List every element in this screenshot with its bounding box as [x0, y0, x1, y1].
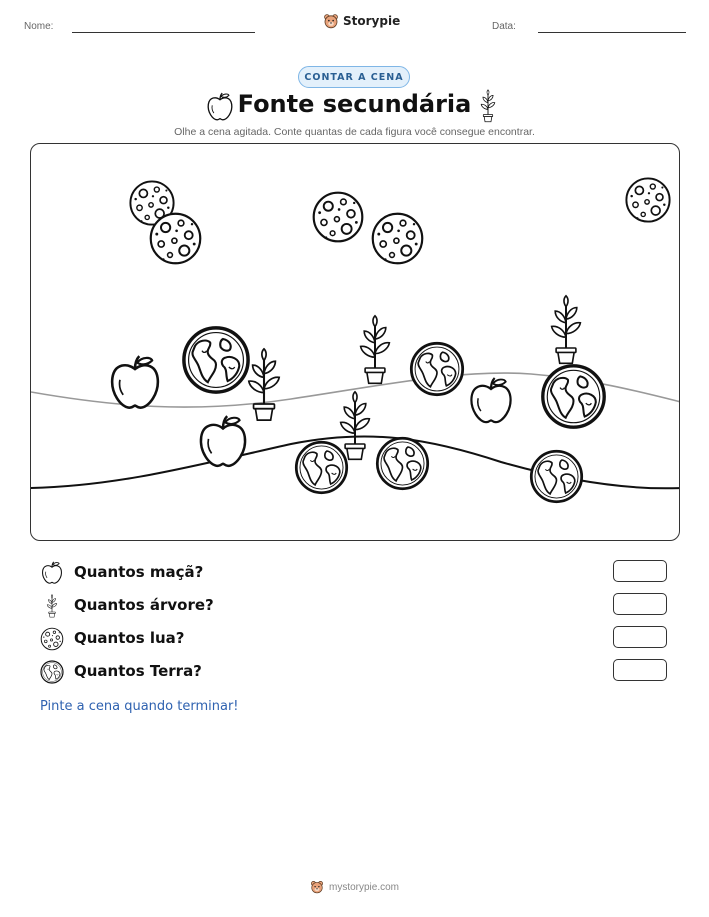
question-row-sprout	[40, 593, 672, 619]
apple-icon	[40, 561, 64, 585]
earth-icon	[411, 343, 462, 394]
moon-icon	[314, 193, 363, 242]
instructions: Olhe a cena agitada. Conte quantas de cada figura você consegue encontrar.	[174, 126, 535, 138]
page-title: Fonte secundária	[237, 90, 472, 118]
brand-logo	[323, 13, 400, 29]
moon-icon	[373, 214, 423, 264]
moon-icon	[40, 627, 64, 651]
question-row-moon	[40, 626, 672, 652]
question-row-apple	[40, 560, 672, 586]
question-text: Quantos árvore?	[74, 596, 214, 614]
brand-name: Storypie	[343, 14, 401, 28]
apple-icon	[471, 378, 510, 422]
section-tag: CONTAR A CENA	[298, 66, 410, 88]
question-text: Quantos Terra?	[74, 662, 202, 680]
earth-icon	[184, 328, 248, 392]
bear-mascot-icon	[323, 13, 339, 29]
question-text: Quantos lua?	[74, 629, 185, 647]
moon-icon	[151, 214, 201, 264]
sprout-icon	[341, 392, 370, 460]
site-footer	[0, 880, 709, 894]
site-url[interactable]: mystorypie.com	[328, 881, 399, 893]
title-sprout-icon	[479, 89, 497, 123]
earth-icon	[377, 438, 427, 488]
sprout-icon	[249, 349, 279, 420]
earth-icon	[543, 366, 604, 427]
name-label: Nome:	[24, 21, 54, 32]
answer-box-sprout[interactable]	[613, 593, 667, 615]
coloring-note: Pinte a cena quando terminar!	[40, 699, 239, 714]
sprout-icon	[40, 594, 64, 618]
answer-box-apple[interactable]	[613, 560, 667, 582]
date-line[interactable]	[538, 32, 686, 33]
sprout-icon	[552, 296, 581, 364]
earth-icon	[40, 660, 64, 684]
question-row-earth	[40, 659, 672, 685]
name-line[interactable]	[72, 32, 255, 33]
question-text: Quantos maçã?	[74, 563, 204, 581]
apple-icon	[201, 416, 245, 466]
scene-drawing	[31, 144, 680, 541]
sprout-icon	[361, 316, 390, 384]
apple-icon	[112, 356, 158, 408]
bear-mascot-icon	[310, 880, 324, 894]
answer-box-earth[interactable]	[613, 659, 667, 681]
earth-icon	[531, 451, 581, 501]
earth-icon	[296, 442, 346, 492]
counting-scene	[30, 143, 680, 541]
answer-box-moon[interactable]	[613, 626, 667, 648]
date-label: Data:	[492, 21, 516, 32]
moon-icon	[626, 178, 669, 221]
